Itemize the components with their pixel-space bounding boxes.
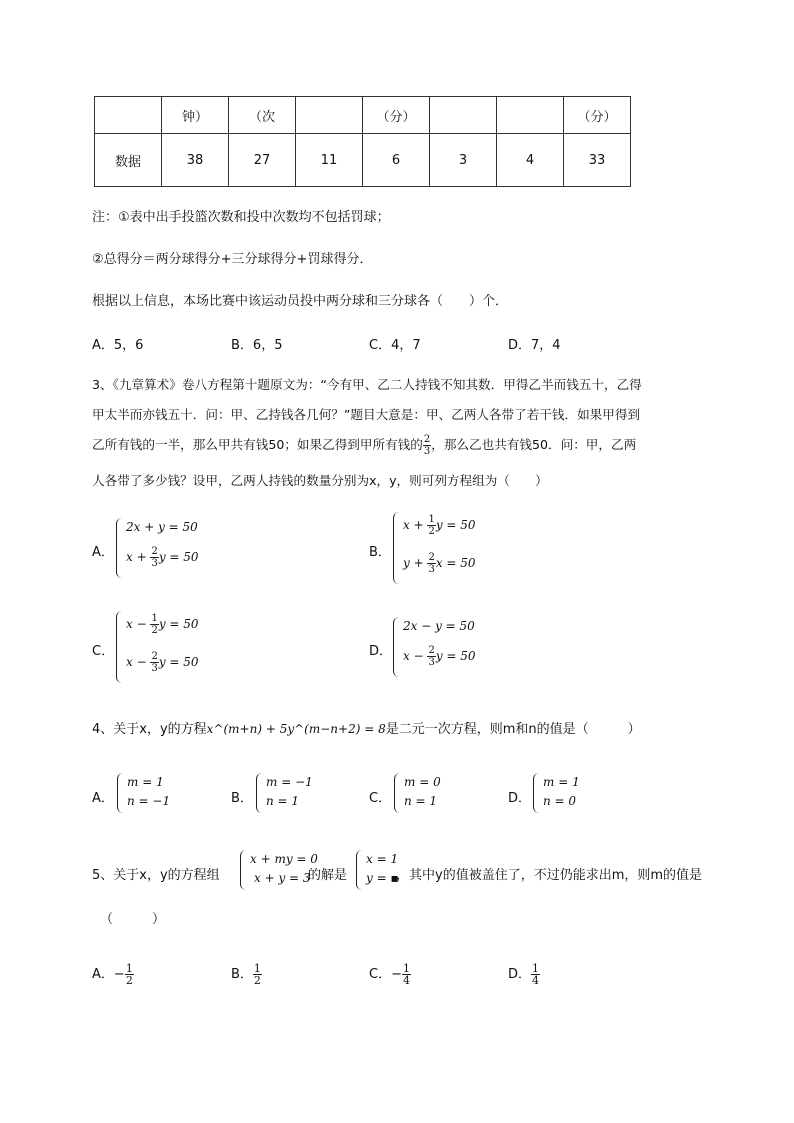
q4-stem: 4、关于x，y的方程x^(m+n) + 5y^(m−n+2) = 8是二元一次方程，则m和n的值是（ ） <box>92 722 641 737</box>
fraction: $\frac{1}{4}$ <box>532 962 540 987</box>
q3-line-3a: 乙所有钱的一半，那么甲共有钱50；如果乙得到甲所有钱的 <box>92 437 423 452</box>
q3-option-a-system[interactable]: 2x + y = 50 x + $\frac{2}{3}$ y = 50 <box>116 518 216 578</box>
table-cell: 27 <box>229 134 296 187</box>
table-cell: 38 <box>162 134 229 187</box>
brace-icon <box>356 850 364 890</box>
q3-line-3 <box>92 434 636 457</box>
table-header-row <box>95 97 631 134</box>
q5-option-c[interactable]: C．− $\frac{1}{4}$ <box>369 962 410 987</box>
q4-option-a-label[interactable]: A． <box>92 791 114 806</box>
brace-icon <box>116 518 124 578</box>
fraction: $\frac{1}{2}$ <box>125 962 133 987</box>
q5-solution: x = 1 y = ▪ <box>356 850 396 890</box>
note-2: ②总得分＝两分球得分+三分球得分+罚球得分． <box>92 252 373 267</box>
table-cell: （次 <box>229 97 296 134</box>
q3-option-c-label[interactable]: C． <box>92 644 115 659</box>
q4-option-a-system[interactable]: m = 1 n = −1 <box>117 773 187 813</box>
q5-option-a[interactable]: A．− $\frac{1}{2}$ <box>92 962 133 987</box>
table-cell <box>497 97 564 134</box>
q4-option-c-system[interactable]: m = 0 n = 1 <box>394 773 464 813</box>
brace-icon <box>117 773 125 813</box>
table-row-label: 数据 <box>95 134 162 187</box>
table-cell: 33 <box>564 134 631 187</box>
q5-stem-c: ，其中y的值被盖住了，不过仍能求出m，则m的值是 <box>396 868 703 883</box>
q4-equation: x^(m+n) + 5y^(m−n+2) = 8 <box>206 722 386 736</box>
table-cell: 6 <box>363 134 430 187</box>
q3-option-d-system[interactable]: 2x − y = 50 x − $\frac{2}{3}$ y = 50 <box>393 617 493 677</box>
brace-icon <box>533 773 541 813</box>
q3-line-3b: ，那么乙也共有钱50．问：甲，乙两 <box>431 437 637 452</box>
brace-icon <box>393 512 401 584</box>
q5-option-b[interactable]: B． $\frac{1}{2}$ <box>231 962 261 987</box>
stats-table <box>94 96 631 187</box>
table-cell: 4 <box>497 134 564 187</box>
q3-line-1: 3、《九章算术》卷八方程第十题原文为：“今有甲、乙二人持钱不知其数．甲得乙半而钱五十，乙得 <box>92 377 642 392</box>
q4-option-c-label[interactable]: C． <box>369 791 392 806</box>
q3-option-d-label[interactable]: D． <box>369 644 393 659</box>
q2-option-d[interactable]: D．7，4 <box>508 338 561 353</box>
brace-icon <box>256 773 264 813</box>
fraction: $\frac{1}{2}$ <box>253 962 261 987</box>
q2-option-a[interactable]: A．5，6 <box>92 338 144 353</box>
q5-stem-d: （ ） <box>100 912 166 927</box>
q2-option-c[interactable]: C．4，7 <box>369 338 421 353</box>
q2-stem: 根据以上信息，本场比赛中该运动员投中两分球和三分球各（ ）个． <box>92 294 509 309</box>
q4-option-b-system[interactable]: m = −1 n = 1 <box>256 773 326 813</box>
brace-icon <box>393 617 401 677</box>
brace-icon <box>394 773 402 813</box>
table-cell: 3 <box>430 134 497 187</box>
fraction: $\frac{1}{4}$ <box>402 962 410 987</box>
brace-icon <box>240 850 248 890</box>
q5-stem-b: 的解是 <box>308 868 348 883</box>
q3-line-4: 人各带了多少钱？设甲，乙两人持钱的数量分别为x，y，则可列方程组为（ ） <box>92 473 548 488</box>
q3-option-b-label[interactable]: B． <box>369 545 391 560</box>
table-cell <box>296 97 363 134</box>
q5-option-d[interactable]: D． $\frac{1}{4}$ <box>508 962 540 987</box>
table-cell: （分） <box>363 97 430 134</box>
q4-option-b-label[interactable]: B． <box>231 791 253 806</box>
table-cell <box>430 97 497 134</box>
table-row <box>95 134 631 187</box>
table-cell <box>95 97 162 134</box>
table-cell: （分） <box>564 97 631 134</box>
fraction-two-thirds: $\frac{2}{3}$ <box>423 434 431 457</box>
brace-icon <box>116 611 124 683</box>
note-1: 注：①表中出手投篮次数和投中次数均不包括罚球； <box>92 210 390 225</box>
q5-system: x + my = 0 x + y = 3 <box>240 850 312 890</box>
q4-option-d-system[interactable]: m = 1 n = 0 <box>533 773 603 813</box>
q2-option-b[interactable]: B．6，5 <box>231 338 283 353</box>
q4-option-d-label[interactable]: D． <box>508 791 532 806</box>
q3-option-c-system[interactable]: x − $\frac{1}{2}$ y = 50 x − $\frac{2}{3}$ y = 50 <box>116 611 216 683</box>
q3-line-2: 甲太半而亦钱五十．问：甲、乙持钱各几何？”题目大意是：甲、乙两人各带了若干钱．如果甲得到 <box>92 407 641 422</box>
table-cell: 钟） <box>162 97 229 134</box>
table-cell: 11 <box>296 134 363 187</box>
q3-option-a-label[interactable]: A． <box>92 545 114 560</box>
q3-option-b-system[interactable]: x + $\frac{1}{2}$ y = 50 y + $\frac{2}{3}$ x = 50 <box>393 512 493 584</box>
q5-stem-a: 5、关于x，y的方程组 <box>92 868 220 883</box>
